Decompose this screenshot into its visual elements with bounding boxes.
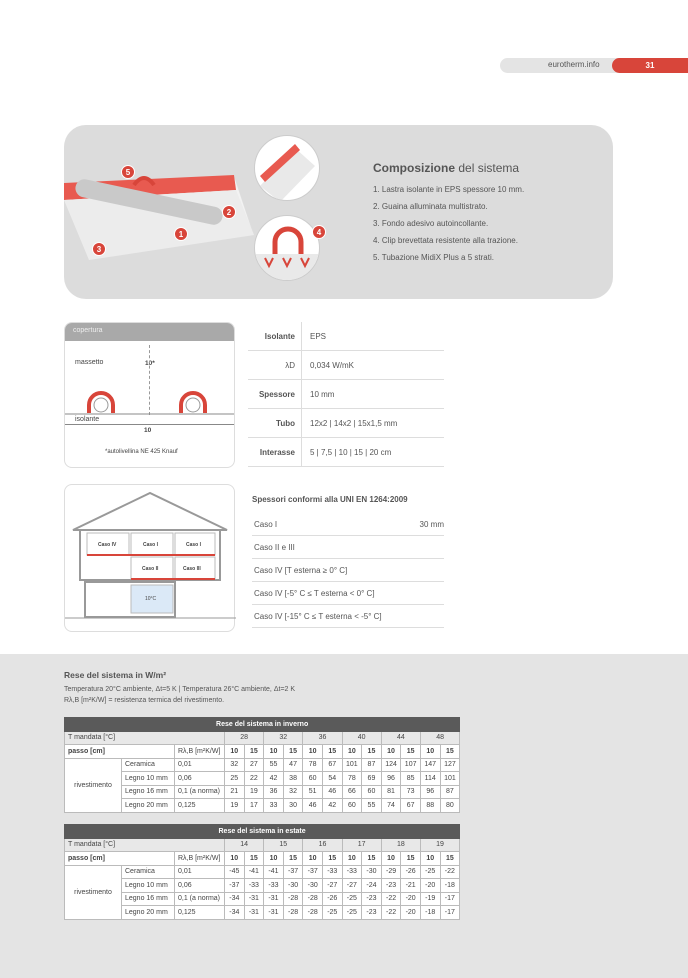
- house-label: Caso I: [186, 542, 202, 548]
- value-cell: 21: [225, 785, 245, 799]
- value-cell: -27: [342, 879, 362, 893]
- step-header: 10: [264, 852, 284, 866]
- value-cell: -37: [283, 865, 303, 879]
- site-url[interactable]: eurotherm.info: [548, 60, 600, 69]
- resistance-cell: 0,06: [175, 879, 225, 893]
- value-cell: 47: [283, 758, 303, 772]
- value-cell: 38: [283, 772, 303, 786]
- composition-list: [373, 185, 524, 270]
- table-title: Rese del sistema in estate: [65, 825, 460, 839]
- rese-title: Rese del sistema in W/m²: [64, 670, 167, 680]
- step-header: 15: [362, 745, 382, 759]
- house-label: Caso II: [142, 566, 159, 572]
- value-cell: 114: [420, 772, 440, 786]
- resistance-cell: 0,125: [175, 906, 225, 920]
- value-cell: 66: [342, 785, 362, 799]
- step-header: 15: [440, 852, 460, 866]
- marker-2: 2: [222, 205, 236, 219]
- temp-header: 28: [225, 731, 264, 745]
- value-cell: -28: [303, 892, 323, 906]
- value-cell: 73: [401, 785, 421, 799]
- value-cell: 88: [420, 799, 440, 813]
- step-header: 10: [381, 745, 401, 759]
- rivestimento-label: rivestimento: [65, 865, 122, 919]
- value-cell: 124: [381, 758, 401, 772]
- step-header: 15: [283, 852, 303, 866]
- value-cell: -20: [420, 879, 440, 893]
- value-cell: 96: [381, 772, 401, 786]
- value-cell: -18: [420, 906, 440, 920]
- value-cell: 22: [244, 772, 264, 786]
- value-cell: 81: [381, 785, 401, 799]
- resistance-cell: 0,01: [175, 758, 225, 772]
- value-cell: 17: [244, 799, 264, 813]
- value-cell: 54: [322, 772, 342, 786]
- label-massetto: massetto: [75, 359, 104, 366]
- value-cell: -31: [244, 892, 264, 906]
- list-item: 4. Clip brevettata resistente alla trazione.: [373, 236, 518, 245]
- value-cell: -25: [322, 906, 342, 920]
- passo-label: passo [cm]: [65, 745, 175, 759]
- value-cell: -20: [401, 892, 421, 906]
- value-cell: -28: [303, 906, 323, 920]
- table-row: Caso I 30 mm: [252, 513, 444, 536]
- value-cell: -23: [362, 892, 382, 906]
- step-header: 10: [303, 852, 323, 866]
- step-header: 15: [322, 745, 342, 759]
- step-header: 15: [401, 852, 421, 866]
- value-cell: -22: [440, 865, 460, 879]
- value-cell: 85: [401, 772, 421, 786]
- value-cell: 51: [303, 785, 323, 799]
- composition-panel: [64, 125, 613, 299]
- mandata-label: T mandata [°C]: [65, 731, 225, 745]
- list-item: 2. Guaina alluminata multistrato.: [373, 202, 488, 211]
- marker-3: 3: [92, 242, 106, 256]
- resistance-cell: 0,125: [175, 799, 225, 813]
- table-row: [65, 758, 460, 772]
- value-cell: -22: [381, 906, 401, 920]
- rivestimento-label: rivestimento: [65, 758, 122, 812]
- table-row: Caso IV [-15° C ≤ T esterna < -5° C]: [252, 605, 444, 628]
- temp-header: 44: [381, 731, 420, 745]
- value-cell: -31: [264, 892, 284, 906]
- temp-header: 15: [264, 838, 303, 852]
- material-cell: Legno 16 mm: [122, 785, 175, 799]
- page-header: [500, 58, 688, 73]
- table-row: Caso IV [-5° C ≤ T esterna < 0° C]: [252, 582, 444, 605]
- value-cell: -33: [322, 865, 342, 879]
- value-cell: -33: [264, 879, 284, 893]
- section-note: *autolivellina NE 425 Knauf: [105, 449, 178, 455]
- step-header: 15: [244, 745, 264, 759]
- value-cell: 19: [225, 799, 245, 813]
- value-cell: -21: [401, 879, 421, 893]
- temp-header: 32: [264, 731, 303, 745]
- list-item: 5. Tubazione MidiX Plus a 5 strati.: [373, 253, 494, 262]
- resistance-cell: 0,01: [175, 865, 225, 879]
- value-cell: 67: [322, 758, 342, 772]
- r-label: Rλ,B [m²K/W]: [175, 852, 225, 866]
- value-cell: 127: [440, 758, 460, 772]
- value-cell: 27: [244, 758, 264, 772]
- value-cell: 87: [362, 758, 382, 772]
- house-label: 10°C: [145, 596, 157, 602]
- value-cell: 74: [381, 799, 401, 813]
- composition-title: Composizione del sistema: [373, 161, 520, 175]
- step-header: 10: [381, 852, 401, 866]
- step-header: 15: [362, 852, 382, 866]
- value-cell: -29: [381, 865, 401, 879]
- value-cell: 101: [440, 772, 460, 786]
- resistance-cell: 0,1 (a norma): [175, 892, 225, 906]
- value-cell: -41: [244, 865, 264, 879]
- resistance-cell: 0,1 (a norma): [175, 785, 225, 799]
- step-header: 10: [342, 745, 362, 759]
- value-cell: 60: [362, 785, 382, 799]
- value-cell: 67: [401, 799, 421, 813]
- step-header: 10: [342, 852, 362, 866]
- step-header: 15: [322, 852, 342, 866]
- page-number: 31: [612, 58, 688, 73]
- divider: [65, 424, 235, 425]
- value-cell: 55: [264, 758, 284, 772]
- value-cell: -28: [283, 906, 303, 920]
- table-row: [65, 879, 460, 893]
- r-label: Rλ,B [m²K/W]: [175, 745, 225, 759]
- detail-circle-clip: [254, 215, 320, 281]
- value-cell: 60: [342, 799, 362, 813]
- house-label: Caso III: [183, 566, 201, 572]
- value-cell: -25: [420, 865, 440, 879]
- value-cell: 60: [303, 772, 323, 786]
- value-cell: -19: [420, 892, 440, 906]
- temp-header: 19: [420, 838, 459, 852]
- value-cell: -26: [322, 892, 342, 906]
- house-drawing: [65, 485, 236, 633]
- step-header: 10: [264, 745, 284, 759]
- value-cell: -27: [322, 879, 342, 893]
- value-cell: 42: [322, 799, 342, 813]
- table-row: [65, 892, 460, 906]
- step-header: 15: [283, 745, 303, 759]
- temp-header: 48: [420, 731, 459, 745]
- value-cell: 33: [264, 799, 284, 813]
- house-label: Caso IV: [98, 542, 117, 548]
- detail-circle-top: [254, 135, 320, 201]
- temp-header: 14: [225, 838, 264, 852]
- value-cell: 32: [283, 785, 303, 799]
- temp-header: 36: [303, 731, 342, 745]
- value-cell: -34: [225, 892, 245, 906]
- value-cell: -33: [342, 865, 362, 879]
- summer-table: [64, 824, 460, 920]
- step-header: 15: [440, 745, 460, 759]
- temp-header: 16: [303, 838, 342, 852]
- thickness-table: [252, 487, 444, 628]
- material-cell: Legno 10 mm: [122, 879, 175, 893]
- value-cell: -23: [362, 906, 382, 920]
- spec-table: [248, 322, 444, 467]
- value-cell: -23: [381, 879, 401, 893]
- table-row: Spessore 10 mm: [248, 380, 444, 409]
- value-cell: -22: [381, 892, 401, 906]
- step-header: 10: [225, 745, 245, 759]
- value-cell: 25: [225, 772, 245, 786]
- resistance-cell: 0,06: [175, 772, 225, 786]
- step-header: 10: [420, 745, 440, 759]
- table-row: Interasse 5 | 7,5 | 10 | 15 | 20 cm: [248, 438, 444, 467]
- value-cell: 46: [322, 785, 342, 799]
- rese-line2: Rλ,B [m²K/W] = resistenza termica del rivestimento.: [64, 697, 225, 704]
- step-header: 10: [420, 852, 440, 866]
- value-cell: -17: [440, 906, 460, 920]
- step-header: 15: [401, 745, 421, 759]
- value-cell: -45: [225, 865, 245, 879]
- material-cell: Legno 20 mm: [122, 906, 175, 920]
- value-cell: -41: [264, 865, 284, 879]
- table-title: Rese del sistema in inverno: [65, 718, 460, 732]
- material-cell: Legno 20 mm: [122, 799, 175, 813]
- value-cell: -34: [225, 906, 245, 920]
- table-row: [65, 865, 460, 879]
- value-cell: -33: [244, 879, 264, 893]
- mandata-label: T mandata [°C]: [65, 838, 225, 852]
- winter-table: [64, 717, 460, 813]
- step-header: 10: [303, 745, 323, 759]
- table-row: [65, 785, 460, 799]
- value-cell: -25: [342, 906, 362, 920]
- table-row: Caso IV [T esterna ≥ 0° C]: [252, 559, 444, 582]
- rese-line1: Temperatura 20°C ambiente, Δt=5 K | Temperatura 26°C ambiente, Δt=2 K: [64, 686, 296, 693]
- value-cell: 30: [283, 799, 303, 813]
- section-header: copertura: [65, 323, 234, 341]
- section-diagram: [64, 322, 235, 468]
- value-cell: -28: [283, 892, 303, 906]
- value-cell: 46: [303, 799, 323, 813]
- table-row: Tubo 12x2 | 14x2 | 15x1,5 mm: [248, 409, 444, 438]
- label-isolante: isolante: [75, 416, 100, 423]
- value-cell: -31: [244, 906, 264, 920]
- temp-header: 18: [381, 838, 420, 852]
- house-diagram: [64, 484, 235, 632]
- material-cell: Legno 10 mm: [122, 772, 175, 786]
- marker-4: 4: [312, 225, 326, 239]
- table-row: [65, 772, 460, 786]
- marker-1: 1: [174, 227, 188, 241]
- value-cell: -30: [362, 865, 382, 879]
- table-row: Isolante EPS: [248, 322, 444, 351]
- value-cell: 55: [362, 799, 382, 813]
- value-cell: 78: [303, 758, 323, 772]
- value-cell: -20: [401, 906, 421, 920]
- value-cell: 80: [440, 799, 460, 813]
- value-cell: -37: [303, 865, 323, 879]
- value-cell: -26: [401, 865, 421, 879]
- rese-intro: [64, 670, 295, 706]
- house-label: Caso I: [143, 542, 159, 548]
- value-cell: 87: [440, 785, 460, 799]
- value-cell: -18: [440, 879, 460, 893]
- value-cell: 36: [264, 785, 284, 799]
- dim-top: 10*: [145, 360, 155, 367]
- material-cell: Ceramica: [122, 758, 175, 772]
- value-cell: -17: [440, 892, 460, 906]
- passo-label: passo [cm]: [65, 852, 175, 866]
- value-cell: 101: [342, 758, 362, 772]
- dim-bottom: 10: [144, 427, 152, 434]
- marker-5: 5: [121, 165, 135, 179]
- value-cell: -31: [264, 906, 284, 920]
- table-row: λD 0,034 W/mK: [248, 351, 444, 380]
- thickness-title: Spessori conformi alla UNI EN 1264:2009: [252, 495, 408, 504]
- step-header: 15: [244, 852, 264, 866]
- table-row: [65, 906, 460, 920]
- value-cell: 107: [401, 758, 421, 772]
- temp-header: 40: [342, 731, 381, 745]
- value-cell: 32: [225, 758, 245, 772]
- value-cell: 78: [342, 772, 362, 786]
- list-item: 3. Fondo adesivo autoincollante.: [373, 219, 489, 228]
- value-cell: -30: [303, 879, 323, 893]
- value-cell: 19: [244, 785, 264, 799]
- value-cell: -24: [362, 879, 382, 893]
- table-row: [65, 799, 460, 813]
- list-item: 1. Lastra isolante in EPS spessore 10 mm.: [373, 185, 525, 194]
- value-cell: -37: [225, 879, 245, 893]
- material-cell: Ceramica: [122, 865, 175, 879]
- step-header: 10: [225, 852, 245, 866]
- value-cell: -25: [342, 892, 362, 906]
- value-cell: -30: [283, 879, 303, 893]
- value-cell: 69: [362, 772, 382, 786]
- temp-header: 17: [342, 838, 381, 852]
- value-cell: 96: [420, 785, 440, 799]
- value-cell: 147: [420, 758, 440, 772]
- material-cell: Legno 16 mm: [122, 892, 175, 906]
- value-cell: 42: [264, 772, 284, 786]
- table-row: Caso II e III: [252, 536, 444, 559]
